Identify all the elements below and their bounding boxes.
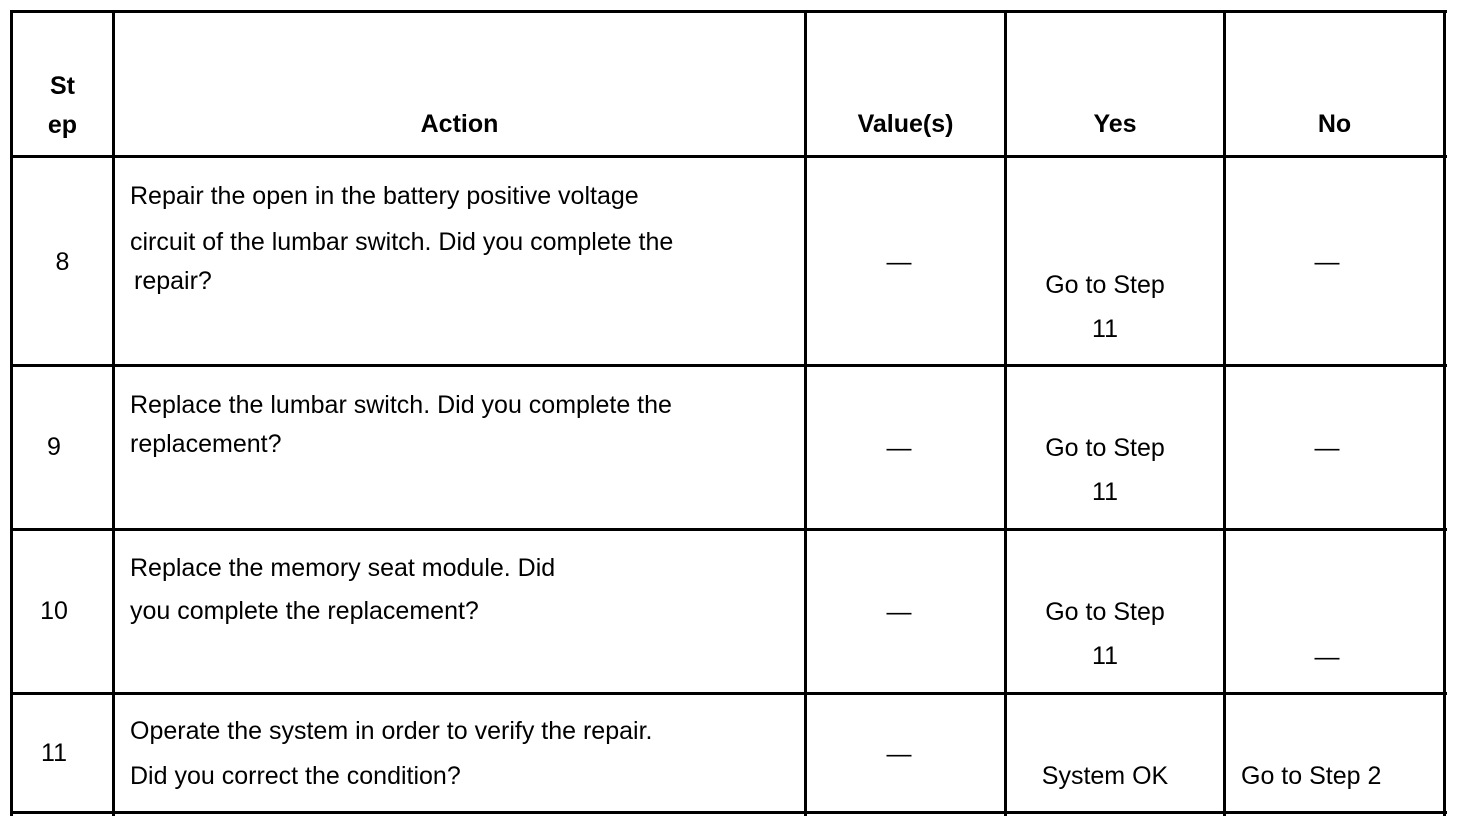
action-text: you complete the replacement?: [130, 597, 479, 625]
value-cell: —: [886, 598, 912, 626]
header-step: St: [50, 72, 75, 100]
value-cell: —: [886, 248, 912, 276]
yes-cell: 11: [1092, 478, 1118, 506]
header-values: Value(s): [857, 110, 954, 138]
header-yes: Yes: [1093, 110, 1137, 138]
yes-cell: System OK: [1041, 762, 1169, 790]
action-text: Replace the memory seat module. Did: [130, 554, 556, 582]
action-text: replacement?: [130, 430, 282, 458]
header-step: ep: [47, 111, 78, 139]
table-border-right: [1443, 10, 1446, 816]
table-border-bottom: [10, 811, 1447, 814]
header-no: No: [1317, 110, 1352, 138]
row-divider-9: [10, 528, 1447, 531]
action-text: Repair the open in the battery positive voltage: [130, 182, 639, 210]
header-action: Action: [420, 110, 499, 138]
no-cell: —: [1314, 248, 1340, 276]
step-number: 10: [40, 597, 68, 625]
no-cell: —: [1314, 434, 1340, 462]
yes-cell: 11: [1092, 642, 1118, 670]
row-divider-10: [10, 692, 1447, 695]
action-text: circuit of the lumbar switch. Did you complete the: [130, 228, 674, 256]
action-text: Operate the system in order to verify the repair.: [130, 717, 653, 745]
step-number: 9: [47, 433, 61, 461]
yes-cell: Go to Step: [1045, 271, 1165, 299]
no-cell: Go to Step 2: [1241, 762, 1382, 790]
yes-cell: 11: [1092, 315, 1118, 343]
no-cell: —: [1314, 643, 1340, 671]
table-border-top: [10, 10, 1447, 13]
action-text: repair?: [134, 267, 212, 295]
yes-cell: Go to Step: [1045, 598, 1165, 626]
step-number: 11: [41, 739, 67, 767]
value-cell: —: [886, 434, 912, 462]
action-text: Did you correct the condition?: [130, 762, 461, 790]
step-number: 8: [55, 248, 70, 276]
header-divider: [10, 155, 1447, 158]
action-text: Replace the lumbar switch. Did you complete the: [130, 391, 672, 419]
value-cell: —: [886, 740, 912, 768]
row-divider-8: [10, 364, 1447, 367]
yes-cell: Go to Step: [1045, 434, 1165, 462]
